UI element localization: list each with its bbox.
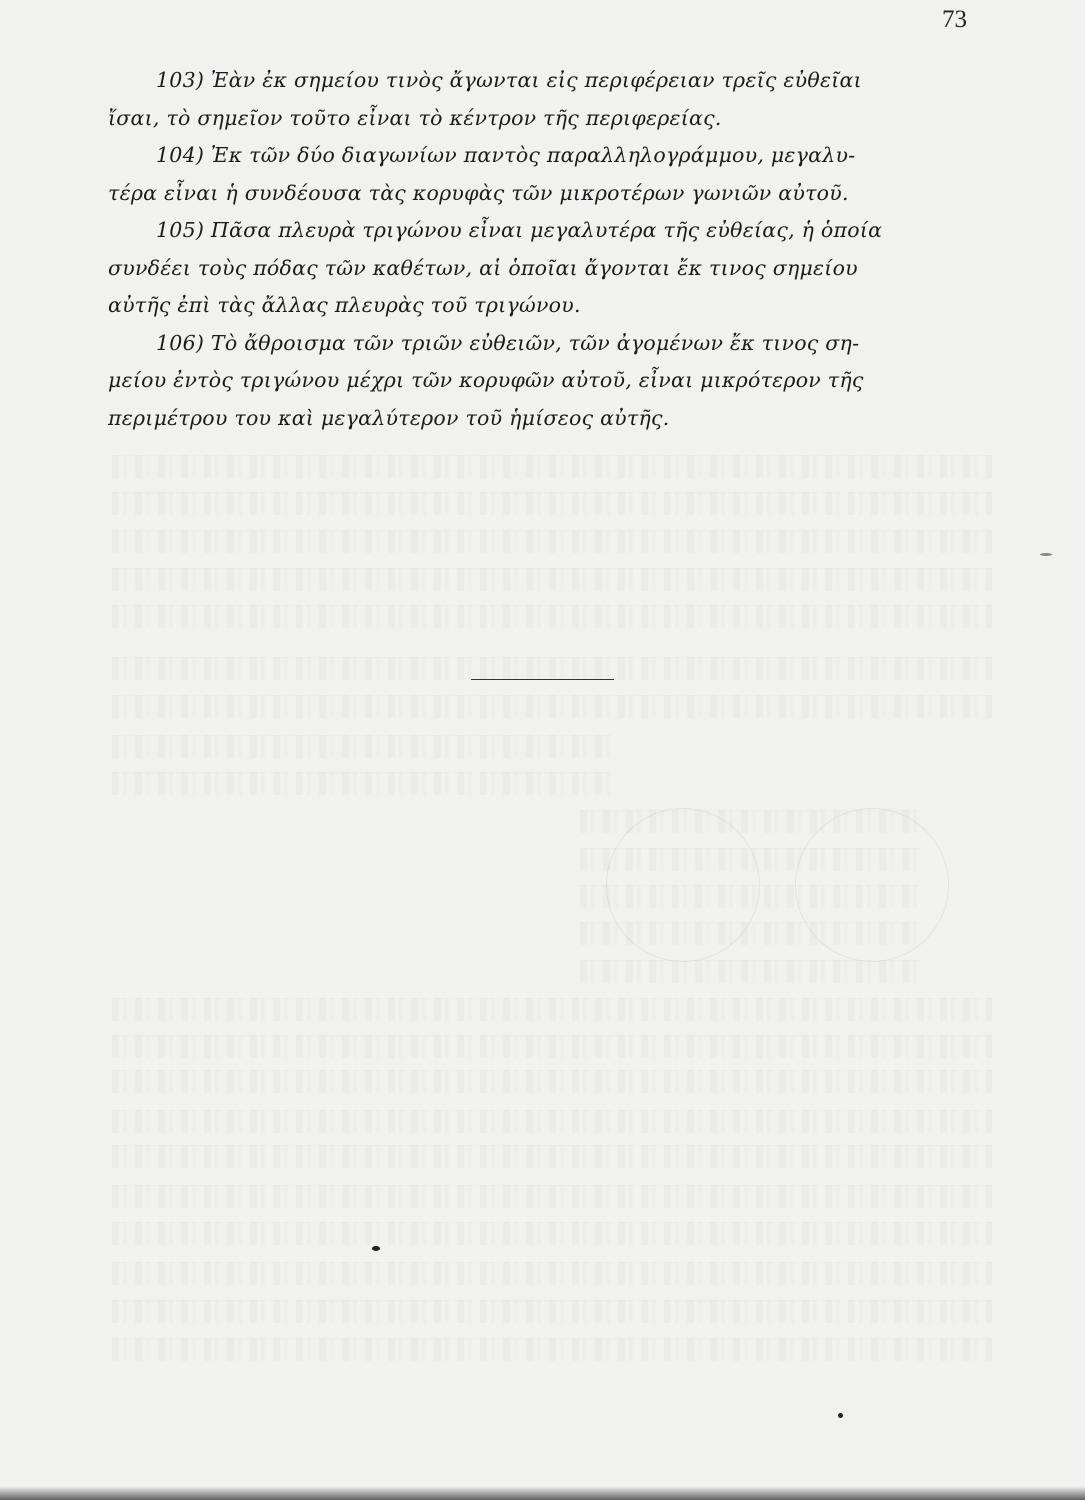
ink-speck	[838, 1413, 843, 1418]
exercise-line: Ἐὰν ἐκ σημείου τινὸς ἄγωνται εἰς περιφέρειαν τρεῖς εὐθεῖαι	[210, 68, 862, 92]
exercise-106	[108, 325, 986, 438]
page-body	[108, 62, 986, 437]
exercise-number: 105)	[156, 218, 205, 242]
exercise-number: 103)	[156, 68, 205, 92]
ink-speck	[372, 1246, 380, 1251]
exercise-105	[108, 212, 986, 325]
exercise-number: 104)	[156, 143, 205, 167]
exercise-line: αὐτῆς ἐπὶ τὰς ἄλλας πλευρὰς τοῦ τριγώνου.	[108, 293, 581, 317]
exercise-line: τέρα εἶναι ἡ συνδέουσα τὰς κορυφὰς τῶν μικροτέρων γωνιῶν αὐτοῦ.	[108, 180, 849, 205]
exercise-line: ἴσαι, τὸ σημεῖον τοῦτο εἶναι τὸ κέντρον τῆς περιφερείας.	[108, 105, 722, 130]
exercise-line: συνδέει τοὺς πόδας τῶν καθέτων, αἱ ὁποῖαι ἄγονται ἔκ τινος σημείου	[108, 255, 858, 280]
page-bottom-edge	[0, 1486, 1085, 1500]
page-number: 73	[942, 6, 967, 33]
ink-speck	[1040, 553, 1052, 556]
section-divider	[471, 679, 614, 680]
exercise-line: μείου ἐντὸς τριγώνου μέχρι τῶν κορυφῶν αὐτοῦ, εἶναι μικρότερον τῆς	[108, 368, 864, 392]
exercise-line: Πᾶσα πλευρὰ τριγώνου εἶναι μεγαλυτέρα τῆς εὐθείας, ἡ ὁποία	[210, 218, 883, 242]
exercise-line: Ἐκ τῶν δύο διαγωνίων παντὸς παραλληλογράμμου, μεγαλυ-	[210, 143, 856, 167]
exercise-number: 106)	[156, 330, 205, 355]
exercise-104	[108, 137, 986, 212]
exercise-line: περιμέτρου του καὶ μεγαλύτερον τοῦ ἡμίσεος αὐτῆς.	[108, 405, 670, 430]
exercise-line: Τὸ ἄθροισμα τῶν τριῶν εὐθειῶν, τῶν ἀγομένων ἔκ τινος ση-	[210, 330, 860, 355]
exercise-103	[108, 62, 986, 137]
